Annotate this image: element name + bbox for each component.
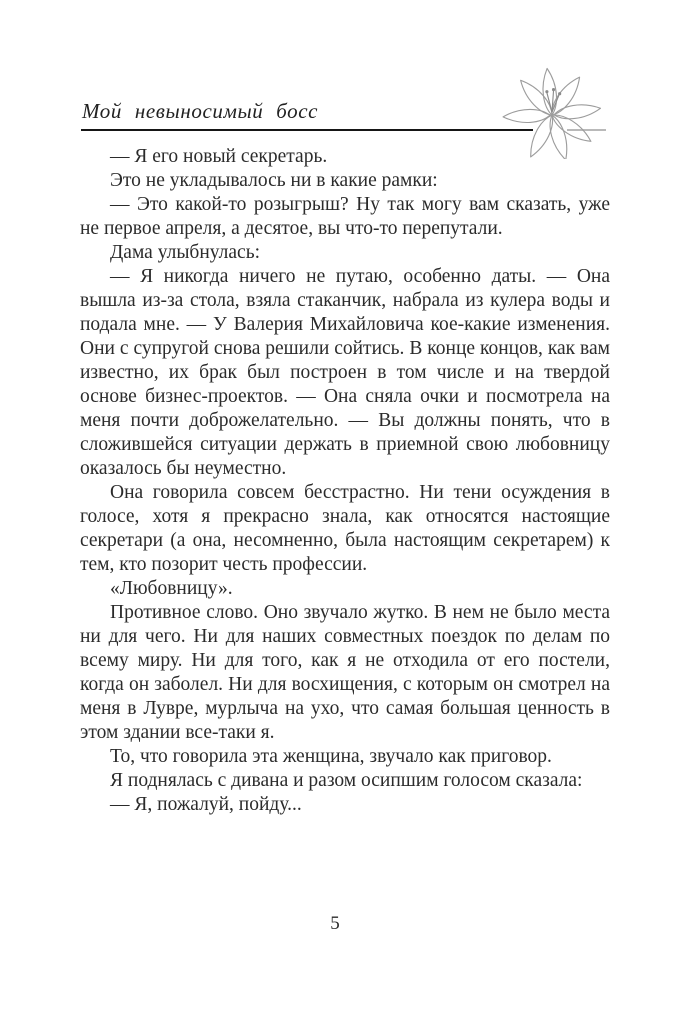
paragraph: Я поднялась с дивана и разом осипшим голосом сказала: bbox=[110, 770, 583, 791]
paragraph: — Это какой-то розыгрыш? Ну так могу вам сказать, уже не первое апреля, а десятое, вы что-то перепутали. bbox=[80, 194, 610, 239]
paragraph: То, что говорила эта женщина, звучало как приговор. bbox=[110, 746, 552, 767]
flower-stamens bbox=[546, 89, 561, 112]
header-rule bbox=[81, 129, 533, 131]
paragraph: Дама улыбнулась: bbox=[110, 242, 261, 263]
paragraph: — Я никогда ничего не путаю, особенно даты. — Она вышла из-за стола, взяла стаканчик, набрала из кулера воды и подала мне. — У Валерия Михайловича кое-какие изменения. Они с супругой снова решили сойтись. В конце концов, как вам известно, их брак был построен в том числе и на твердой основе бизнес-проектов. — Она сняла очки и посмотрела на меня почти доброжелательно. — Вы должны понять, что в сложившейся ситуации держать в приемной свою любовницу оказалось бы неуместно. bbox=[80, 266, 610, 479]
paragraph: — Я его новый секретарь. bbox=[110, 146, 328, 167]
paragraph: — Я, пожалуй, пойду... bbox=[110, 794, 302, 815]
paragraph: Противное слово. Оно звучало жутко. В нем не было места ни для чего. Ни для наших совместных поездок по делам по всему миру. Ни для того, как я не отходила от его постели, когда он заболел. Ни для восхищения, с которым он смотрел на меня в Лувре, мурлыча на ухо, что самая большая ценность в этом здании все-таки я. bbox=[80, 602, 610, 743]
page-body bbox=[80, 145, 610, 817]
running-title: Мой невыносимый босс bbox=[82, 99, 319, 123]
flower-icon bbox=[501, 59, 603, 159]
paragraph: «Любовницу». bbox=[110, 578, 233, 599]
paragraph: Она говорила совсем бесстрастно. Ни тени осуждения в голосе, хотя я прекрасно знала, как относятся настоящие секретари (а она, несомненно, была настоящим секретарем) к тем, кто позорит честь профессии. bbox=[80, 482, 610, 575]
page-number: 5 bbox=[330, 913, 340, 934]
paragraph: Это не укладывалось ни в какие рамки: bbox=[110, 170, 438, 191]
